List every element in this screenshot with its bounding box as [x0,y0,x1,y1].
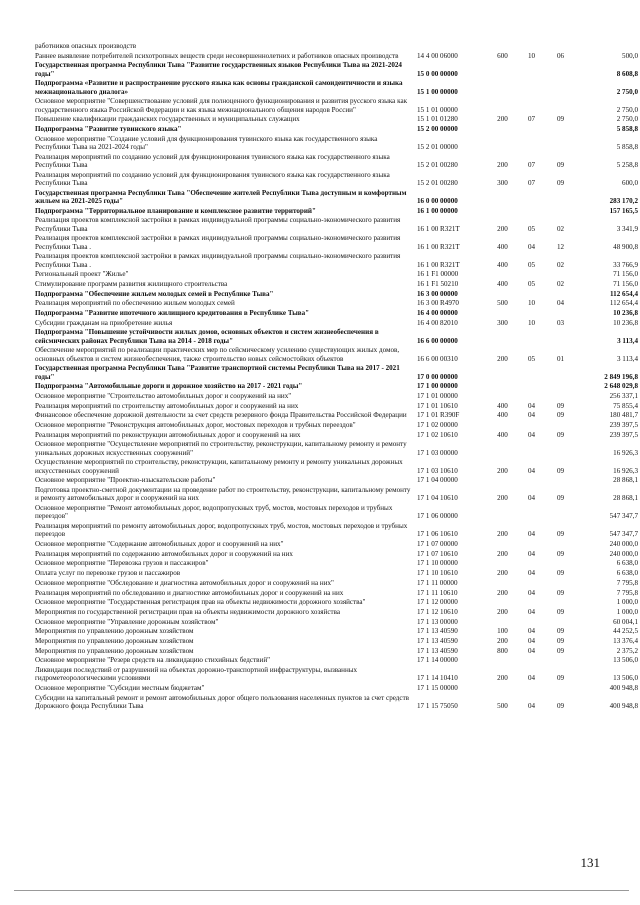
row-target-code: 16 1 00 R321T [417,224,460,233]
table-row [35,504,638,521]
row-amount: 2 375,2 [616,646,638,655]
row-amount: 256 337,1 [609,392,638,401]
table-row [35,411,638,420]
table-row [35,440,638,457]
table-row [35,42,610,50]
row-name: Основное мероприятие "Осуществление мероприятий по строительству, реконструкции, капитальному ремонту и ремонту уникальных дорожных искусственных сооружений" [35,440,407,457]
row-section: 04 [527,646,536,655]
table-row [35,666,638,683]
row-subsection: 01 [556,354,565,363]
row-target-code: 16 1 F1 50210 [417,279,459,288]
row-amount: 239 397,5 [609,430,638,439]
table-row [35,578,638,587]
table-row [35,97,638,114]
row-section: 05 [527,354,536,363]
row-subsection: 09 [556,411,565,420]
row-target-code: 17 1 13 00000 [417,617,458,626]
row-amount: 13 506,0 [613,674,638,683]
row-amount: 2 750,0 [616,105,638,114]
table-row [35,234,638,251]
row-name: Подпрограмма "Развитие ипотечного жилищного кредитования в Республике Тыва" [35,309,310,318]
row-subsection: 09 [556,607,565,616]
row-amount: 75 855,4 [613,401,638,410]
row-amount: 239 397,5 [609,421,638,430]
row-amount: 10 236,8 [613,318,638,327]
row-amount: 2 648 029,8 [604,382,638,391]
row-target-code: 16 3 00 R4970 [417,299,459,308]
row-name: Реализация мероприятий по обследованию и диагностике автомобильных дорог и сооружений на них [35,588,344,597]
row-target-code: 16 3 00 00000 [417,289,458,298]
row-section: 04 [527,569,536,578]
row-target-code: 17 1 15 75050 [417,702,458,710]
row-target-code: 17 1 14 00000 [417,656,458,665]
row-amount: 157 165,5 [609,206,638,215]
row-section: 04 [527,242,536,251]
row-subsection: 06 [556,51,565,60]
row-name: Повышение квалификации гражданских государственных и муниципальных служащих [35,115,300,124]
row-section: 04 [527,674,536,683]
table-row [35,401,638,410]
row-name: Оплата услуг по перевозке грузов и пассажиров [35,569,181,578]
row-name: Государственная программа Республики Тыва "Развитие государственных языков Республики Тыва на 2021-2024 годы" [35,61,402,78]
row-section: 04 [527,636,536,645]
row-name: Реализация мероприятий по строительству автомобильных дорог и сооружений на них [35,401,299,410]
row-name: Субсидии гражданам на приобретение жилья [35,318,173,327]
table-row [35,299,638,308]
table-row [35,421,638,430]
row-target-code: 17 1 14 10410 [417,674,458,683]
row-name: работников опасных производств [35,42,137,50]
row-target-code: 17 1 10 10610 [417,569,458,578]
row-amount: 5 858,8 [616,125,638,134]
table-row [35,486,638,503]
row-target-code: 17 1 01 00000 [417,392,458,401]
row-name: Подпрограмма "Территориальное планирование и комплексное развитие территорий" [35,206,316,215]
row-target-code: 15 1 01 01280 [417,115,458,124]
row-expense-type: 200 [497,549,508,558]
row-amount: 180 481,7 [609,411,638,420]
row-expense-type: 200 [497,674,508,683]
row-name: Мероприятия по управлению дорожным хозяйством [35,636,194,645]
row-expense-type: 200 [497,224,508,233]
row-name: Реализация мероприятий по обеспечению жильем молодых семей [35,299,235,308]
row-amount: 112 654,4 [609,299,638,308]
row-section: 04 [527,466,536,475]
row-target-code: 17 1 02 10610 [417,430,458,439]
table-row [35,684,638,693]
row-name: Основное мероприятие "Перевозка грузов и пассажиров" [35,559,209,568]
row-section: 04 [527,430,536,439]
row-amount: 240 000,0 [609,540,638,549]
row-amount: 6 638,0 [616,569,638,578]
row-name: Региональный проект "Жилье" [35,270,129,279]
row-amount: 3 113,4 [616,354,638,363]
row-target-code: 17 1 01 R390F [417,411,460,420]
table-row [35,152,638,170]
table-row [35,346,638,363]
row-target-code: 17 1 03 00000 [417,448,458,457]
row-target-code: 15 2 01 00280 [417,160,458,169]
table-row [35,693,638,711]
row-target-code: 15 2 01 00280 [417,178,458,187]
row-name: Основное мероприятие "Создание условий для функционирования тувинского языка как государственного языка Республики Тыва на 2021-2024 годы" [35,134,378,151]
row-name: Мероприятия по управлению дорожным хозяйством [35,627,194,636]
row-target-code: 17 1 15 00000 [417,684,458,693]
row-name: Основное мероприятие "Проектно-изыскательские работы" [35,476,216,485]
row-amount: 1 000,0 [616,607,638,616]
row-name: Основное мероприятие "Строительство автомобильных дорог и сооружений на них" [35,392,292,401]
row-expense-type: 400 [497,401,508,410]
row-name: Основное мероприятие "Содержание автомобильных дорог и сооружений на них" [35,540,284,549]
row-expense-type: 600 [497,51,508,60]
row-expense-type: 100 [497,627,508,636]
row-amount: 48 900,8 [613,242,638,251]
row-target-code: 17 1 10 00000 [417,559,458,568]
table-row [35,216,638,233]
row-target-code: 15 1 00 00000 [417,87,458,96]
row-name: Государственная программа Республики Тыва "Обеспечение жителей Республики Тыва доступным и комфортным жильем на 2021-2025 годы" [35,188,407,205]
table-row [35,252,638,269]
row-subsection: 09 [556,702,565,710]
row-expense-type: 200 [497,466,508,475]
row-subsection: 09 [556,115,565,124]
table-row [35,617,638,626]
row-target-code: 17 1 12 10610 [417,607,458,616]
budget-table [35,42,638,712]
row-target-code: 17 1 03 10610 [417,466,458,475]
row-subsection: 02 [556,260,565,269]
page-number: 131 [580,855,600,870]
row-expense-type: 400 [497,430,508,439]
row-amount: 10 236,8 [613,309,638,318]
row-target-code: 17 0 00 00000 [417,372,458,381]
table-row [35,318,638,327]
row-name: Реализация мероприятий по созданию условий для функционирования тувинского языка как государственного языка Республики Тыва [35,152,390,169]
row-amount: 28 868,1 [613,476,638,485]
table-row [35,588,638,597]
row-target-code: 17 1 12 00000 [417,598,458,607]
row-target-code: 15 2 00 00000 [417,125,458,134]
row-amount: 28 868,1 [613,494,638,503]
table-row [35,559,638,568]
table-row [35,607,638,616]
row-subsection: 02 [556,224,565,233]
row-target-code: 15 2 01 00000 [417,143,458,151]
row-name: Мероприятия по управлению дорожным хозяйством [35,646,194,655]
row-amount: 2 750,0 [616,115,638,124]
row-name: Основное мероприятие "Государственная регистрация прав на объекты недвижимости дорожного хозяйства" [35,598,366,607]
row-amount: 16 926,3 [613,466,638,475]
row-amount: 2 750,0 [616,87,638,96]
row-name: Финансовое обеспечение дорожной деятельности за счет средств резервного фонда Правительства Российской Федерации [35,411,407,420]
row-subsection: 09 [556,549,565,558]
row-name: Обеспечение мероприятий по реализации практических мер по сейсмическому усилению существующих жилых домов, основных объектов и систем жизнеобеспечения, также строительство новых сейсмостойких объектов [35,346,400,363]
row-expense-type: 400 [497,242,508,251]
row-subsection: 09 [556,494,565,503]
row-name: Реализация мероприятий по ремонту автомобильных дорог, водопропускных труб, мостов, мостовых переходов и трубных переездов [35,522,408,539]
row-subsection: 09 [556,627,565,636]
row-expense-type: 200 [497,636,508,645]
table-row [35,188,638,206]
row-section: 07 [527,178,536,187]
row-target-code: 14 4 00 06000 [417,51,458,60]
row-section: 07 [527,160,536,169]
row-target-code: 16 6 00 00000 [417,336,458,345]
row-amount: 3 341,9 [616,224,638,233]
row-name: Раннее выявление потребителей психотропных веществ среди несовершеннолетних и работников опасных производств [35,51,399,60]
row-name: Основное мероприятие "Совершенствование условий для полноценного функционирования и развития русского языка как государственного языка Российской Федерации и как языка межнационального общения народов России" [35,97,408,114]
row-name: Государственная программа Республики Тыва "Развитие транспортной системы Республики Тыва на 2017 - 2021 годы" [35,364,400,381]
table-row [35,134,638,152]
table-row [35,309,638,318]
table-row [35,569,638,578]
row-name: Подпрограмма "Повышение устойчивости жилых домов, основных объектов и систем жизнеобеспечения в сейсмических районах Республики Тыва на 2014 - 2018 годы" [35,328,379,345]
row-amount: 112 654,4 [610,289,638,298]
row-expense-type: 200 [497,530,508,539]
row-subsection: 09 [556,160,565,169]
table-row [35,382,638,391]
row-section: 04 [527,530,536,539]
row-name: Реализация проектов комплексной застройки в рамках индивидуальной программы социально-экономического развития Республики Тыва . [35,252,401,269]
row-target-code: 17 1 13 40590 [417,627,458,636]
bottom-divider [14,890,629,891]
row-subsection: 12 [556,242,565,251]
row-subsection: 02 [556,279,565,288]
row-target-code: 17 1 11 00000 [417,578,458,587]
row-name: Основное мероприятие "Реконструкция автомобильных дорог, мостовых переходов и трубных переездов" [35,421,356,430]
table-row [35,476,638,485]
row-name: Реализация мероприятий по реконструкции автомобильных дорог и сооружений на них [35,430,301,439]
row-subsection: 09 [556,178,565,187]
row-name: Ликвидация последствий от разрушений на объектах дорожно-транспортной инфраструктуры, вызванных гидрометеорологическими условиями [35,666,358,683]
row-expense-type: 400 [497,411,508,420]
row-section: 04 [527,627,536,636]
table-row [35,627,638,636]
row-amount: 5 258,8 [616,160,638,169]
row-amount: 3 113,4 [617,336,638,345]
row-section: 04 [527,702,536,710]
row-name: Основное мероприятие "Резерв средств на ликвидацию стихийных бедствий" [35,656,271,665]
table-row [35,270,638,279]
row-expense-type: 200 [497,160,508,169]
table-row [35,206,638,215]
table-row [35,364,638,381]
row-amount: 71 156,0 [613,270,638,279]
row-amount: 44 252,5 [613,627,638,636]
row-expense-type: 200 [497,588,508,597]
row-name: Основное мероприятие "Обследование и диагностика автомобильных дорог и сооружений на них" [35,578,334,587]
row-target-code: 17 1 00 00000 [417,382,458,391]
row-name: Основное мероприятие "Управление дорожным хозяйством" [35,617,219,626]
row-amount: 7 795,8 [616,588,638,597]
row-target-code: 15 0 00 00000 [417,69,458,78]
row-expense-type: 300 [497,178,508,187]
row-target-code: 17 1 13 40590 [417,646,458,655]
row-name: Подготовка проектно-сметной документации на проведение работ по строительству, реконструкции, капитальному ремонту и ремонту автомобильных дорог и сооружений на них [35,486,411,503]
table-row [35,289,638,298]
row-target-code: 16 1 00 R321T [417,242,460,251]
row-expense-type: 200 [497,569,508,578]
row-expense-type: 500 [497,702,508,710]
row-section: 04 [527,607,536,616]
row-subsection: 09 [556,430,565,439]
row-amount: 400 948,8 [609,702,638,710]
row-expense-type: 400 [497,260,508,269]
table-row [35,549,638,558]
row-name: Осуществление мероприятий по строительству, реконструкции, капитальному ремонту и ремонту уникальных дорожных искусственных сооружений [35,458,403,475]
table-row [35,115,638,124]
row-amount: 13 506,0 [613,656,638,665]
row-target-code: 16 4 00 00000 [417,309,458,318]
row-name: Реализация проектов комплексной застройки в рамках индивидуальной программы социально-экономического развития Республики Тыва [35,216,401,233]
row-amount: 60 004,1 [613,617,638,626]
row-section: 05 [527,279,536,288]
row-subsection: 03 [556,318,565,327]
row-expense-type: 300 [497,318,508,327]
row-target-code: 17 1 06 10610 [417,530,458,539]
row-name: Реализация мероприятий по созданию условий для функционирования тувинского языка как государственного языка Республики Тыва [35,170,390,187]
row-name: Подпрограмма "Развитие тувинского языка" [35,125,182,134]
row-target-code: 17 1 04 10610 [417,494,458,503]
row-target-code: 17 1 07 00000 [417,540,458,549]
row-target-code: 16 4 00 82010 [417,318,458,327]
row-name: Реализация мероприятий по содержанию автомобильных дорог и сооружений на них [35,549,293,558]
row-subsection: 09 [556,466,565,475]
row-target-code: 17 1 04 00000 [417,476,458,485]
row-amount: 5 858,8 [616,143,638,151]
row-section: 10 [527,299,536,308]
row-name: Субсидии на капитальный ремонт и ремонт автомобильных дорог общего пользования населенных пунктов за счет средств Дорожного фонда Республики Тыва [35,693,410,710]
row-expense-type: 200 [497,354,508,363]
table-row [35,598,638,607]
row-target-code: 17 1 02 00000 [417,421,458,430]
row-section: 04 [527,401,536,410]
row-target-code: 17 1 07 10610 [417,549,458,558]
row-target-code: 16 1 F1 00000 [417,270,459,279]
table-row [35,458,638,475]
row-amount: 6 638,0 [616,559,638,568]
row-subsection: 09 [556,530,565,539]
row-subsection: 09 [556,401,565,410]
table-row [35,61,638,78]
row-section: 04 [527,494,536,503]
row-amount: 7 795,8 [616,578,638,587]
row-section: 04 [527,588,536,597]
row-section: 10 [527,51,536,60]
row-amount: 547 347,7 [609,512,638,521]
row-section: 04 [527,411,536,420]
row-subsection: 09 [556,569,565,578]
row-expense-type: 800 [497,646,508,655]
table-row [35,51,638,60]
row-expense-type: 400 [497,279,508,288]
table-row [35,79,638,96]
row-amount: 33 766,9 [613,260,638,269]
row-name: Подпрограмма "Автомобильные дороги и дорожное хозяйство на 2017 - 2021 годы" [35,382,303,391]
row-subsection: 04 [556,299,565,308]
table-row [35,279,638,288]
row-target-code: 17 1 11 10610 [417,588,458,597]
row-target-code: 16 1 00 00000 [417,206,458,215]
table-row [35,646,638,655]
table-row [35,328,638,345]
table-row [35,125,638,134]
row-amount: 8 608,8 [616,69,638,78]
row-amount: 283 170,2 [609,196,638,205]
table-row [35,540,638,549]
row-subsection: 09 [556,646,565,655]
row-section: 04 [527,549,536,558]
table-row [35,636,638,645]
table-row [35,430,638,439]
row-target-code: 17 1 01 10610 [417,401,458,410]
row-amount: 500,0 [622,51,638,60]
row-name: Мероприятия по государственной регистрации прав на объекты недвижимости дорожного хозяйства [35,607,340,616]
row-amount: 71 156,0 [613,279,638,288]
row-amount: 1 000,0 [616,598,638,607]
row-section: 05 [527,260,536,269]
row-name: Подпрограмма «Развитие и распространение русского языка как основы гражданской самоидентичности и языка межнационального диалога» [35,79,403,96]
row-expense-type: 200 [497,494,508,503]
row-section: 05 [527,224,536,233]
row-name: Основное мероприятие "Субсидии местным бюджетам" [35,684,205,693]
row-target-code: 16 1 00 R321T [417,260,460,269]
table-row [35,522,638,539]
row-section: 07 [527,115,536,124]
row-expense-type: 200 [497,607,508,616]
row-amount: 240 000,0 [609,549,638,558]
row-amount: 547 347,7 [609,530,638,539]
row-target-code: 16 6 00 00310 [417,354,458,363]
row-amount: 600,0 [622,178,638,187]
table-row [35,656,638,665]
row-amount: 16 926,3 [613,448,638,457]
row-target-code: 15 1 01 00000 [417,105,458,114]
row-target-code: 16 0 00 00000 [417,196,458,205]
row-subsection: 09 [556,674,565,683]
row-name: Реализация проектов комплексной застройки в рамках индивидуальной программы социально-экономического развития Республики Тыва . [35,234,401,251]
row-name: Подпрограмма "Обеспечение жильем молодых семей в Республике Тыва" [35,289,274,298]
row-name: Стимулирование программ развития жилищного строительства [35,279,228,288]
table-row [35,392,638,401]
row-target-code: 17 1 13 40590 [417,636,458,645]
row-name: Основное мероприятие "Ремонт автомобильных дорог, водопропускных труб, мостов, мостовых переходов и трубных переездов" [35,504,393,521]
row-subsection: 09 [556,636,565,645]
row-expense-type: 500 [497,299,508,308]
row-section: 10 [527,318,536,327]
row-subsection: 09 [556,588,565,597]
row-target-code: 17 1 06 00000 [417,512,458,521]
row-expense-type: 200 [497,115,508,124]
row-amount: 13 376,4 [613,636,638,645]
row-amount: 2 849 196,8 [604,372,638,381]
table-row [35,170,638,188]
row-amount: 400 948,8 [609,684,638,693]
